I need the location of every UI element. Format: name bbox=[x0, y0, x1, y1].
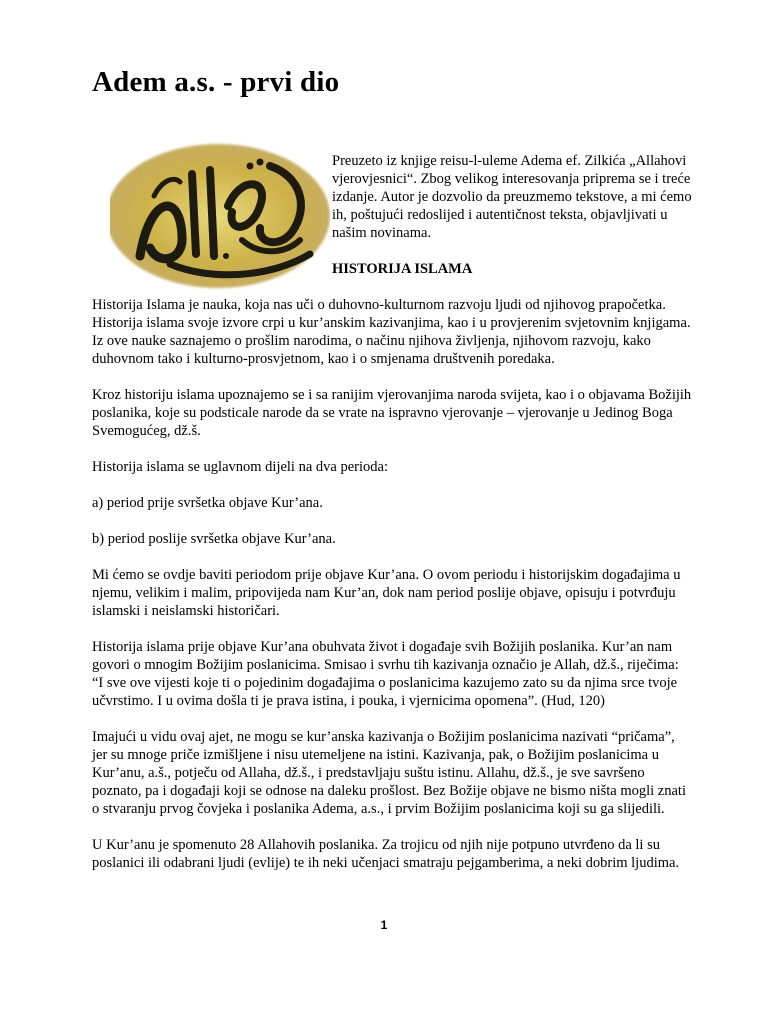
image-spacer bbox=[92, 152, 332, 296]
paragraph: Kroz historiju islama upoznajemo se i sa ranijim vjerovanjima naroda svijeta, kao i o objavama Božijih poslanika, koje su podsticale narode da se vrate na ispravno vjerovanje – vjerovanje u Jedinog Boga Svemogućeg, dž.š. bbox=[92, 387, 692, 439]
paragraph: Imajući u vidu ovaj ajet, ne mogu se kur’anska kazivanja o Božijim poslanicima nazivati “pričama”, jer su mnoge priče izmišljene i nisu utemeljene na istini. Kazivanja, pak, o Božijim poslanicima u Kur’anu, a.š., potječu od Allaha, dž.š., i predstavljaju suštu istinu. Allahu, dž.š., je sve savršeno poznato, pa i događaji koji se odnose na daleku prošlost. Bez Božije objave ne bismo ništa mogli znati o stvaranju prvog čovjeka i poslanika Adema, a.s., i prvim Božijim poslanicima koji su ga slijedili. bbox=[92, 729, 686, 817]
paragraph: Historija islama se uglavnom dijeli na dva perioda: bbox=[92, 459, 388, 475]
page-number: 1 bbox=[380, 918, 388, 932]
list-item-a: a) period prije svršetka objave Kur’ana. bbox=[92, 495, 323, 511]
paragraph: Historija Islama je nauka, koja nas uči o duhovno-kulturnom razvoju ljudi od njihovog prapočetka. Historija islama svoje izvore crpi u kur’anskim kazivanjima, kao i u provjerenim svjetovnim knjigama. Iz ove nauke saznajemo o prošlim narodima, o načinu njihova življenja, njihovom razvoju, kako duhovnom tako i kulturno-prosvjetnom, kao i o smjenama društvenih poredaka. bbox=[92, 297, 691, 367]
intro-paragraph: Preuzeto iz knjige reisu-l-uleme Adema ef. Zilkića „Allahovi vjerovjesnici“. Zbog velikog interesovanja priprema se i treće izdanje. Autor je dozvolio da preuzmemo tekstove, a mi ćemo ih, poštujući redoslijed i autentičnost teksta, objavljivati u našim novinama. bbox=[332, 153, 692, 241]
article-body bbox=[92, 152, 692, 890]
paragraph: Mi ćemo se ovdje baviti periodom prije objave Kur’ana. O ovom periodu i historijskim događajima u njemu, velikim i malim, pripovijeda nam Kur’an, dok nam period poslije objave, opisuju i potvrđuju islamski i neislamski historičari. bbox=[92, 567, 681, 619]
paragraph: U Kur’anu je spomenuto 28 Allahovih poslanika. Za trojicu od njih nije potpuno utvrđeno da li su poslanici ili odabrani ljudi (evlije) te ih neki učenjaci smatraju pejgamberima, a neki dobrim ljudima. bbox=[92, 837, 680, 871]
paragraph: Historija islama prije objave Kur’ana obuhvata život i događaje svih Božijih poslanika. Kur’an nam govori o mnogim Božijim poslanicima. Smisao i svrhu tih kazivanja označio je Allah, dž.š., riječima: “I sve ove vijesti koje ti o pojedinim događajima o poslanicima kazujemo zato su da njima srce tvoje učvrstimo. I u ovima došla ti je prava istina, i pouka, i vjernicima opomena”. (Hud, 120) bbox=[92, 639, 679, 709]
page-title: Adem a.s. - prvi dio bbox=[92, 66, 340, 98]
list-item-b: b) period poslije svršetka objave Kur’ana. bbox=[92, 531, 336, 547]
section-heading: HISTORIJA ISLAMA bbox=[332, 261, 473, 277]
